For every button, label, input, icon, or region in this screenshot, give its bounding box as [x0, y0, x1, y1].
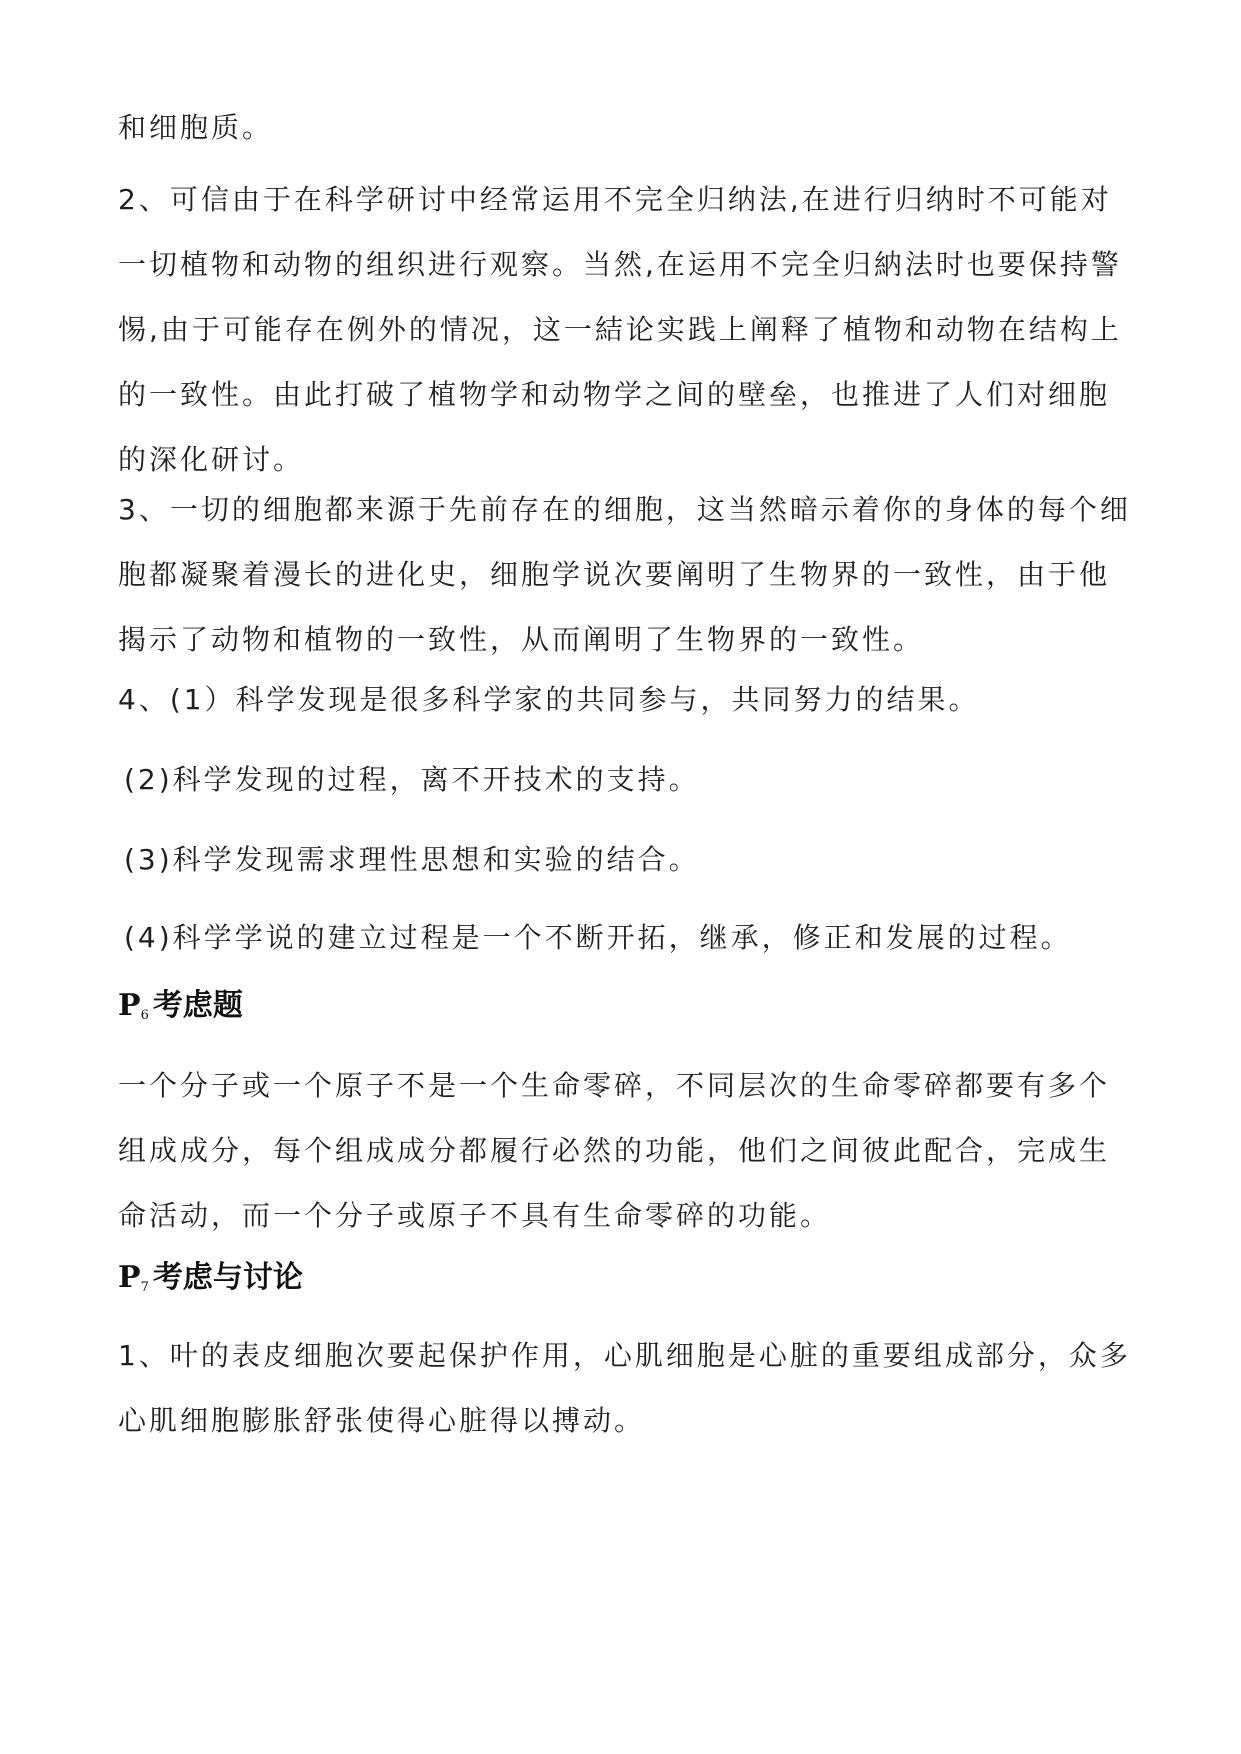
answer-4-item-4: (4)科学学说的建立过程是一个不断开拓，继承，修正和发展的过程。: [124, 921, 1072, 954]
answer-4-item-3: (3)科学发现需求理性思想和实验的结合。: [124, 843, 700, 876]
thinking-question-paragraph: 一个分子或一个原子不是一个生命零碎，不同层次的生命零碎都要有多个组成成分，每个组成成分都履行必然的功能，他们之间彼此配合，完成生命活动，而一个分子或原子不具有生命零碎的功能。: [118, 1069, 1111, 1232]
heading-title: 考虑与讨论: [152, 1260, 303, 1295]
heading-prefix: P: [118, 988, 141, 1023]
answer-4-item-1: 4、(1）科学发现是很多科学家的共同参与，共同努力的结果。: [118, 683, 980, 716]
heading-subscript: 6: [140, 1008, 149, 1023]
discussion-answer-1-paragraph: 1、叶的表皮细胞次要起保护作用，心肌细胞是心脏的重要组成部分，众多心肌细胞膨胀舒张使得心脏得以搏动。: [118, 1339, 1131, 1437]
section-heading-p6: [118, 986, 243, 1036]
answer-3-paragraph: 3、一切的细胞都来源于先前存在的细胞，这当然暗示着你的身体的每个细胞都凝聚着漫长的进化史，细胞学说次要阐明了生物界的一致性，由于他揭示了动物和植物的一致性，从而阐明了生物界的一致性。: [118, 493, 1131, 656]
heading-title: 考虑题: [152, 988, 243, 1023]
heading-prefix: P: [118, 1260, 141, 1295]
answer-4-item-2: (2)科学发现的过程，离不开技术的支持。: [124, 763, 700, 796]
paragraph-continuation: 和细胞质。: [118, 111, 274, 144]
section-heading-p7: [118, 1258, 303, 1308]
heading-subscript: 7: [140, 1280, 149, 1295]
answer-2-paragraph: 2、可信由于在科学研讨中经常运用不完全归纳法,在进行归纳时不可能对一切植物和动物的组织进行观察。当然,在运用不完全归納法时也要保持警惕,由于可能存在例外的情况，这一結论实践上阐释了植物和动物在结构上的一致性。由此打破了植物学和动物学之间的壁垒，也推进了人们对细胞的深化研讨。: [118, 183, 1122, 476]
